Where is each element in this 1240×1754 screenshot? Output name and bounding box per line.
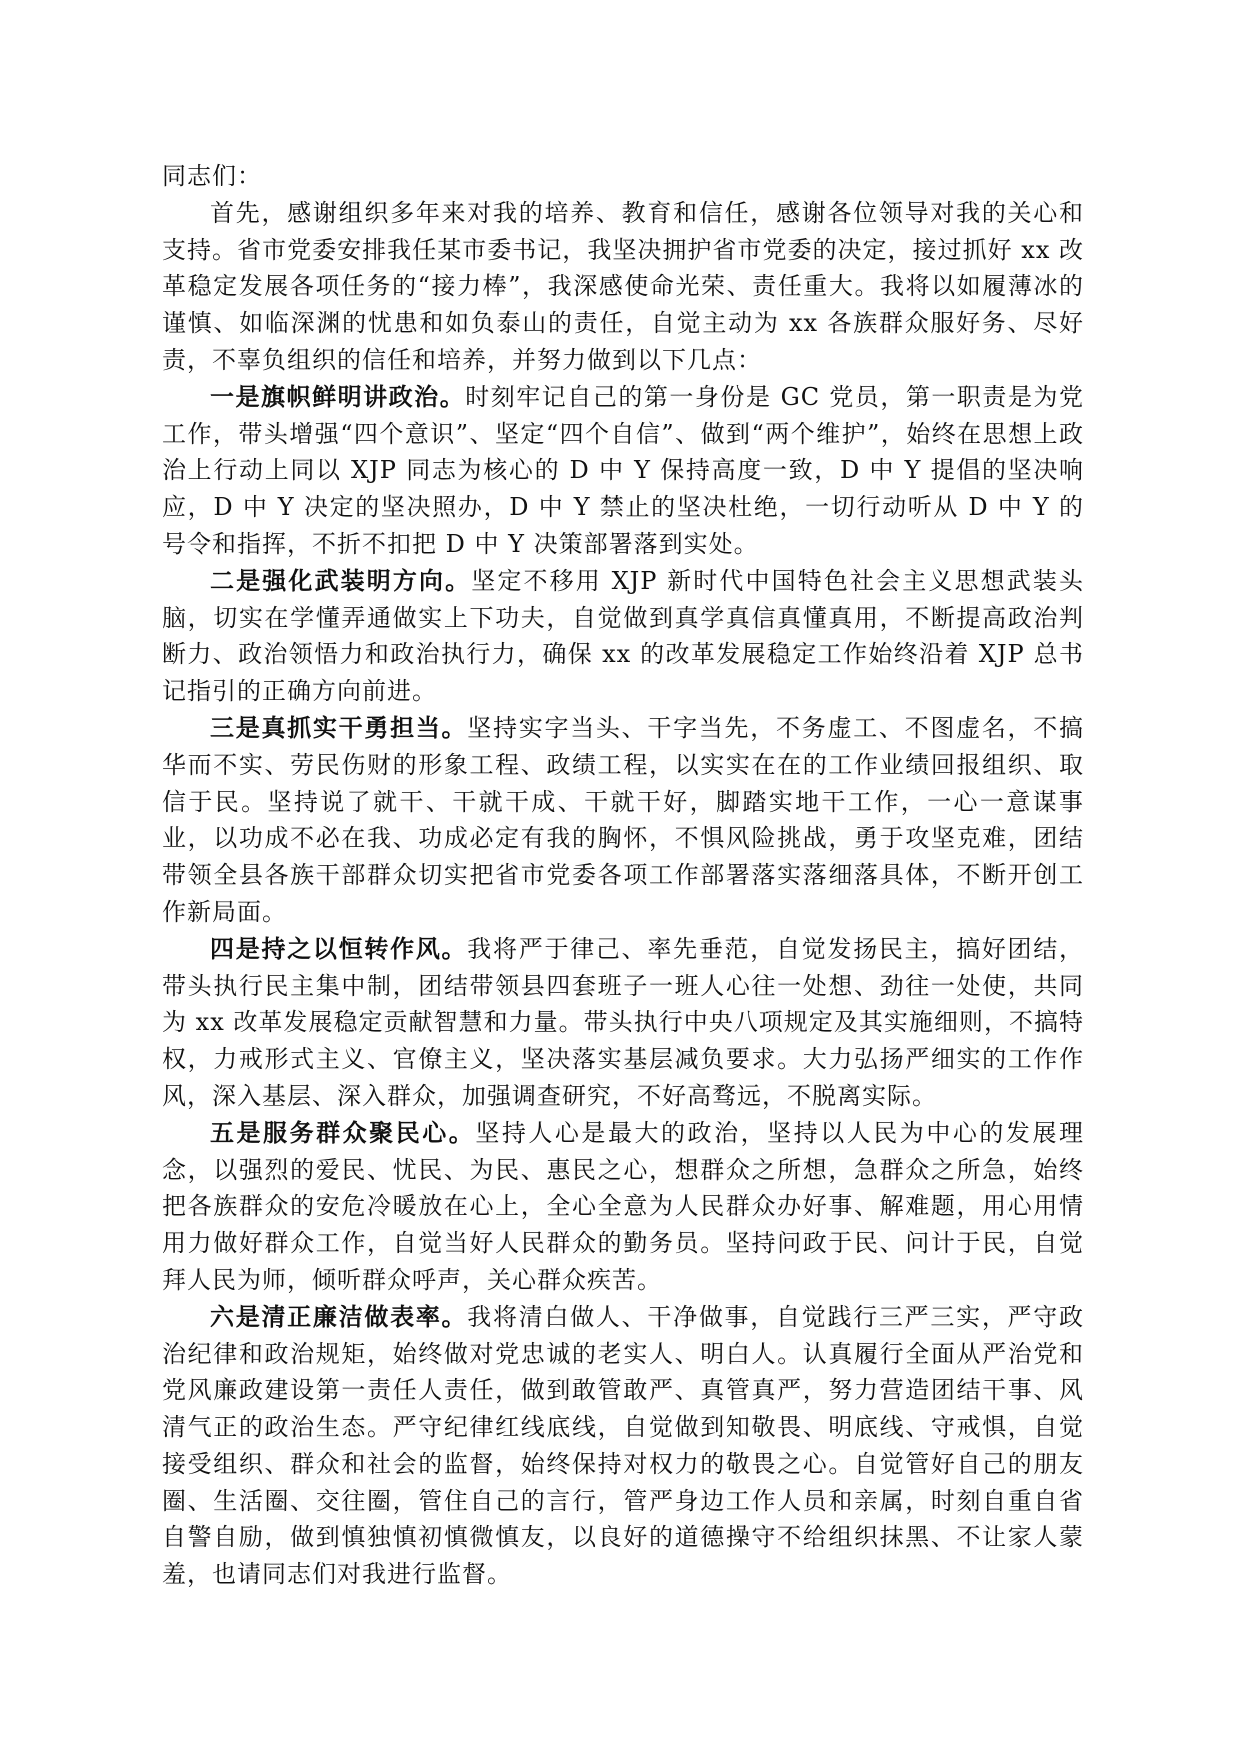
point-paragraph-1	[162, 379, 1084, 563]
point-heading-3: 三是真抓实干勇担当。	[210, 712, 468, 742]
intro-paragraph: 首先，感谢组织多年来对我的培养、教育和信任，感谢各位领导对我的关心和支持。省市党委安排我任某市委书记，我坚决拥护省市党委的决定，接过抓好 xx 改革稳定发展各项任务的“接力棒”，我深感使命光荣、责任重大。我将以如履薄冰的谨慎、如临深渊的忧患和如负泰山的责任，自觉主动为 xx 各族群众服好务、尽好责，不辜负组织的信任和培养，并努力做到以下几点：	[162, 198, 1084, 374]
salutation: 同志们：	[162, 162, 262, 190]
point-paragraph-2	[162, 563, 1084, 710]
point-body-4: 我将严于律己、率先垂范，自觉发扬民主，搞好团结，带头执行民主集中制，团结带领县四套班子一班人心往一处想、劲往一处使，共同为 xx 改革发展稳定贡献智慧和力量。带头执行中央八项规定及其实施细则，不搞特权，力戒形式主义、官僚主义，坚决落实基层减负要求。大力弘扬严细实的工作作风，深入基层、深入群众，加强调查研究，不好高骛远，不脱离实际。	[162, 934, 1085, 1110]
point-heading-4: 四是持之以恒转作风。	[210, 933, 468, 963]
point-heading-5: 五是服务群众聚民心。	[210, 1117, 476, 1147]
point-paragraph-5	[162, 1115, 1084, 1299]
point-heading-1: 一是旗帜鲜明讲政治。	[210, 381, 466, 411]
document-page	[162, 158, 1084, 1593]
point-body-5: 坚持人心是最大的政治，坚持以人民为中心的发展理念，以强烈的爱民、忧民、为民、惠民之心，想群众之所想，急群众之所急，始终把各族群众的安危冷暖放在心上，全心全意为人民群众办好事、解难题，用心用情用力做好群众工作，自觉当好人民群众的勤务员。坚持问政于民、问计于民，自觉拜人民为师，倾听群众呼声，关心群众疾苦。	[162, 1118, 1084, 1294]
point-body-2: 坚定不移用 XJP 新时代中国特色社会主义思想武装头脑，切实在学懂弄通做实上下功夫，自觉做到真学真信真懂真用，不断提高政治判断力、政治领悟力和政治执行力，确保 xx 的改革发展稳定工作始终沿着 XJP 总书记指引的正确方向前进。	[162, 566, 1084, 706]
point-heading-2: 二是强化武装明方向。	[210, 565, 472, 595]
point-heading-6: 六是清正廉洁做表率。	[210, 1301, 468, 1331]
point-body-3: 坚持实字当头、干字当先，不务虚工、不图虚名，不搞华而不实、劳民伤财的形象工程、政绩工程，以实实在在的工作业绩回报组织、取信于民。坚持说了就干、干就干成、干就干好，脚踏实地干工作，一心一意谋事业，以功成不必在我、功成必定有我的胸怀，不惧风险挑战，勇于攻坚克难，团结带领全县各族干部群众切实把省市党委各项工作部署落实落细落具体，不断开创工作新局面。	[162, 713, 1085, 926]
point-paragraph-4	[162, 931, 1084, 1115]
point-body-6: 我将清白做人、干净做事，自觉践行三严三实，严守政治纪律和政治规矩，始终做对党忠诚的老实人、明白人。认真履行全面从严治党和党风廉政建设第一责任人责任，做到敢管敢严、真管真严，努力营造团结干事、风清气正的政治生态。严守纪律红线底线，自觉做到知敬畏、明底线、守戒惧，自觉接受组织、群众和社会的监督，始终保持对权力的敬畏之心。自觉管好自己的朋友圈、生活圈、交往圈，管住自己的言行，管严身边工作人员和亲属，时刻自重自省自警自励，做到慎独慎初慎微慎友，以良好的道德操守不给组织抹黑、不让家人蒙羞，也请同志们对我进行监督。	[162, 1302, 1085, 1589]
point-paragraph-3	[162, 710, 1084, 931]
point-paragraph-6	[162, 1299, 1084, 1593]
point-body-1: 时刻牢记自己的第一身份是 GC 党员，第一职责是为党工作，带头增强“四个意识”、坚定“四个自信”、做到“两个维护”，始终在思想上政治上行动上同以 XJP 同志为核心的 D 中 Y 保持高度一致，D 中 Y 提倡的坚决响应，D 中 Y 决定的坚决照办，D 中 Y 禁止的坚决杜绝，一切行动听从 D 中 Y 的号令和指挥，不折不扣把 D 中 Y 决策部署落到实处。	[162, 382, 1085, 558]
